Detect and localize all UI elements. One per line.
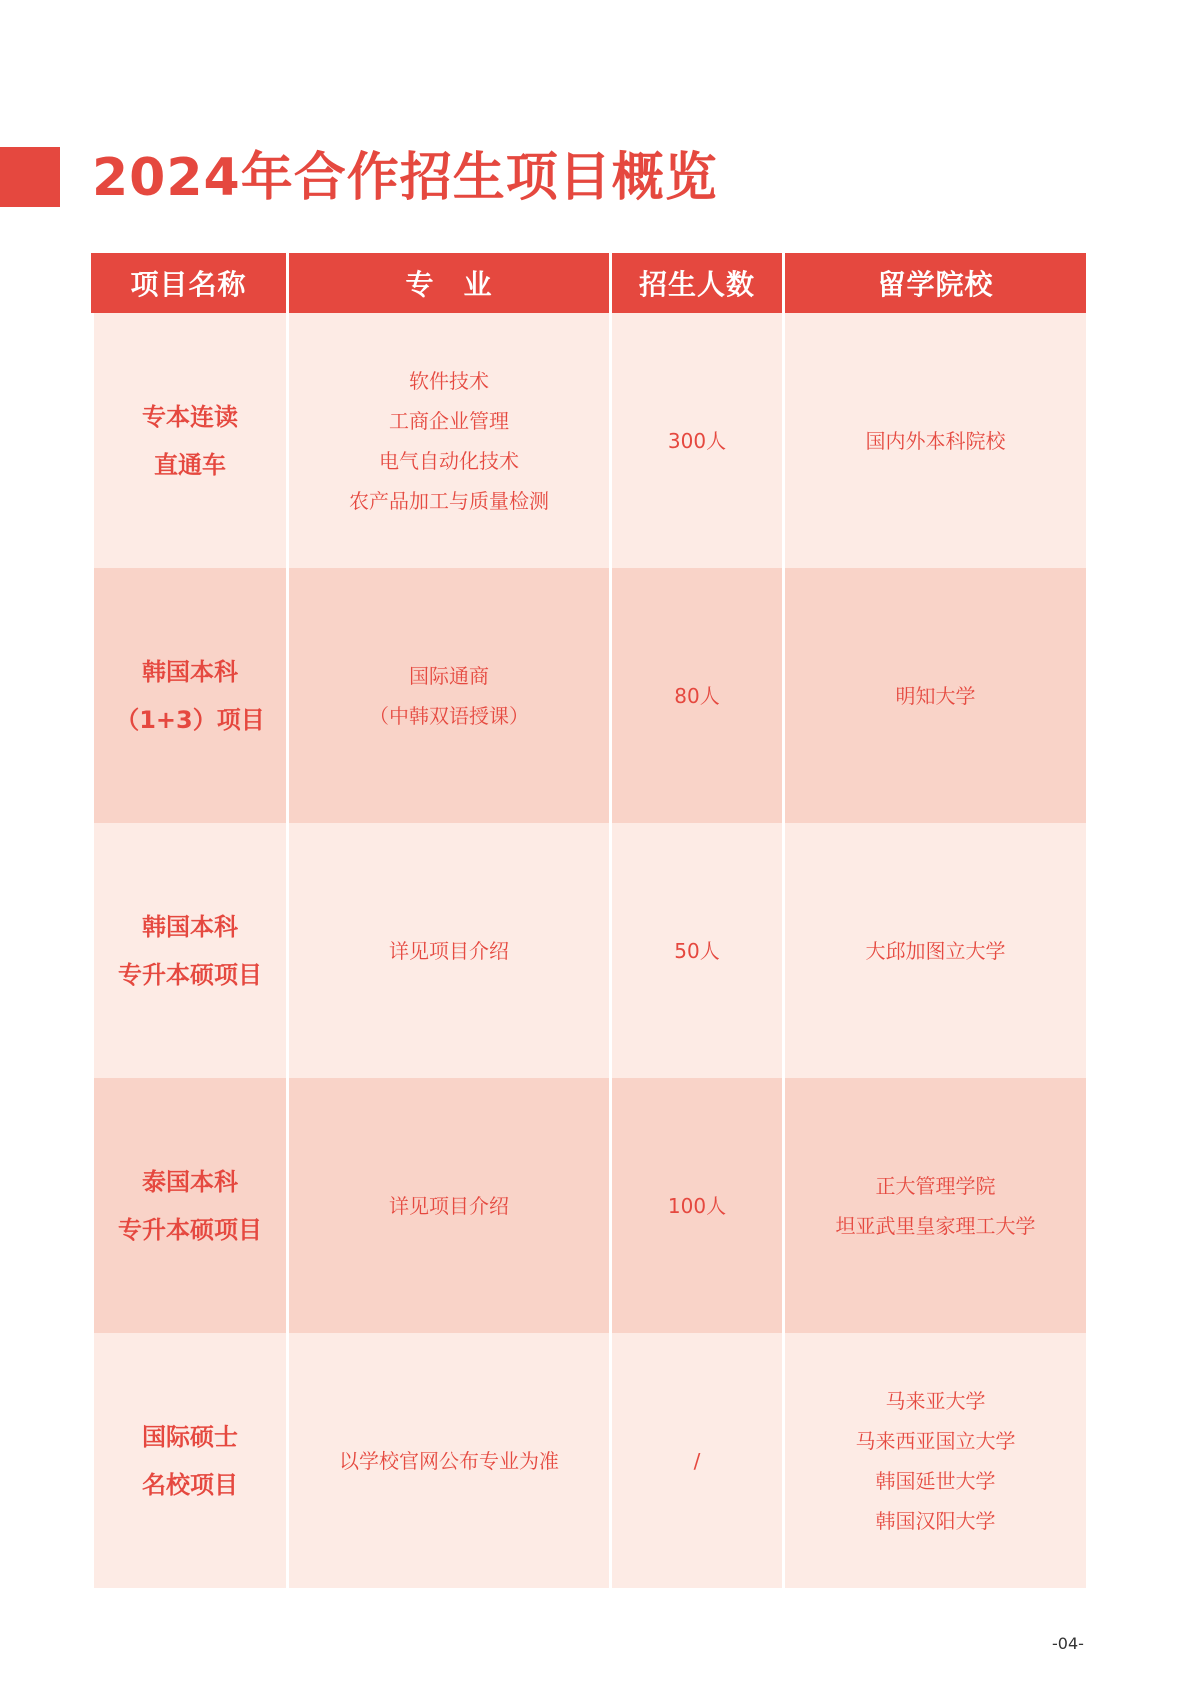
row-5-count-value: /	[693, 1448, 701, 1473]
row-5-name-line-1: 国际硕士	[142, 1422, 238, 1451]
row-2-name-line-2: （1+3）项目	[115, 705, 265, 734]
row-1-major-4: 农产品加工与质量检测	[349, 488, 549, 513]
row-3-name-line-1: 韩国本科	[142, 912, 238, 941]
table-row-2-majors	[286, 568, 609, 823]
header-major: 专 业	[286, 253, 609, 313]
header-enrollment: 招生人数	[609, 253, 782, 313]
row-2-name-line-1: 韩国本科	[142, 657, 238, 686]
row-2-major-1: 国际通商	[409, 663, 489, 688]
row-1-school-1: 国内外本科院校	[865, 428, 1006, 453]
row-3-count-value: 50人	[674, 938, 720, 963]
row-4-count-value: 100人	[667, 1193, 727, 1218]
row-3-name-line-2: 专升本硕项目	[118, 960, 262, 989]
table-row-1-schools	[782, 313, 1086, 568]
row-2-major-2: （中韩双语授课）	[369, 703, 529, 728]
table-row-1-majors	[286, 313, 609, 568]
row-1-name-line-1: 专本连读	[142, 402, 238, 431]
row-5-school-2: 马来西亚国立大学	[855, 1428, 1016, 1453]
table-row-3-schools	[782, 823, 1086, 1078]
table-row-5-count	[609, 1333, 782, 1588]
row-5-school-3: 韩国延世大学	[875, 1468, 996, 1493]
table-row-4-count	[609, 1078, 782, 1333]
table-row-3-name	[91, 823, 286, 1078]
row-3-major-1: 详见项目介绍	[389, 938, 509, 963]
row-1-name-line-2: 直通车	[154, 450, 226, 479]
row-4-school-2: 坦亚武里皇家理工大学	[835, 1213, 1036, 1238]
program-overview-table	[91, 253, 1086, 1588]
header-project-name: 项目名称	[91, 253, 286, 313]
table-row-2-name	[91, 568, 286, 823]
row-2-school-1: 明知大学	[895, 683, 976, 708]
row-4-school-1: 正大管理学院	[875, 1173, 996, 1198]
table-row-4-schools	[782, 1078, 1086, 1333]
table-row-3-count	[609, 823, 782, 1078]
row-5-school-4: 韩国汉阳大学	[875, 1508, 996, 1533]
row-2-count-value: 80人	[674, 683, 720, 708]
row-5-name-line-2: 名校项目	[142, 1470, 238, 1499]
page-title: 2024年合作招生项目概览	[92, 148, 718, 208]
table-row-2-count	[609, 568, 782, 823]
row-4-name-line-1: 泰国本科	[142, 1167, 238, 1196]
row-4-name-line-2: 专升本硕项目	[118, 1215, 262, 1244]
row-1-count-value: 300人	[667, 428, 727, 453]
table-row-1-name	[91, 313, 286, 568]
header-school: 留学院校	[782, 253, 1086, 313]
table-row-5-schools	[782, 1333, 1086, 1588]
table-row-1-count	[609, 313, 782, 568]
row-5-major-1: 以学校官网公布专业为准	[339, 1448, 559, 1473]
page-number: -04-	[1052, 1634, 1084, 1653]
table-row-3-majors	[286, 823, 609, 1078]
row-1-major-2: 工商企业管理	[389, 408, 509, 433]
row-1-major-1: 软件技术	[409, 368, 489, 393]
table-row-4-majors	[286, 1078, 609, 1333]
row-1-major-3: 电气自动化技术	[379, 448, 519, 473]
row-3-school-1: 大邱加图立大学	[865, 938, 1006, 963]
table-row-4-name	[91, 1078, 286, 1333]
title-accent-block	[0, 147, 60, 207]
row-5-school-1: 马来亚大学	[885, 1388, 986, 1413]
table-row-2-schools	[782, 568, 1086, 823]
row-4-major-1: 详见项目介绍	[389, 1193, 509, 1218]
table-row-5-majors	[286, 1333, 609, 1588]
table-row-5-name	[91, 1333, 286, 1588]
